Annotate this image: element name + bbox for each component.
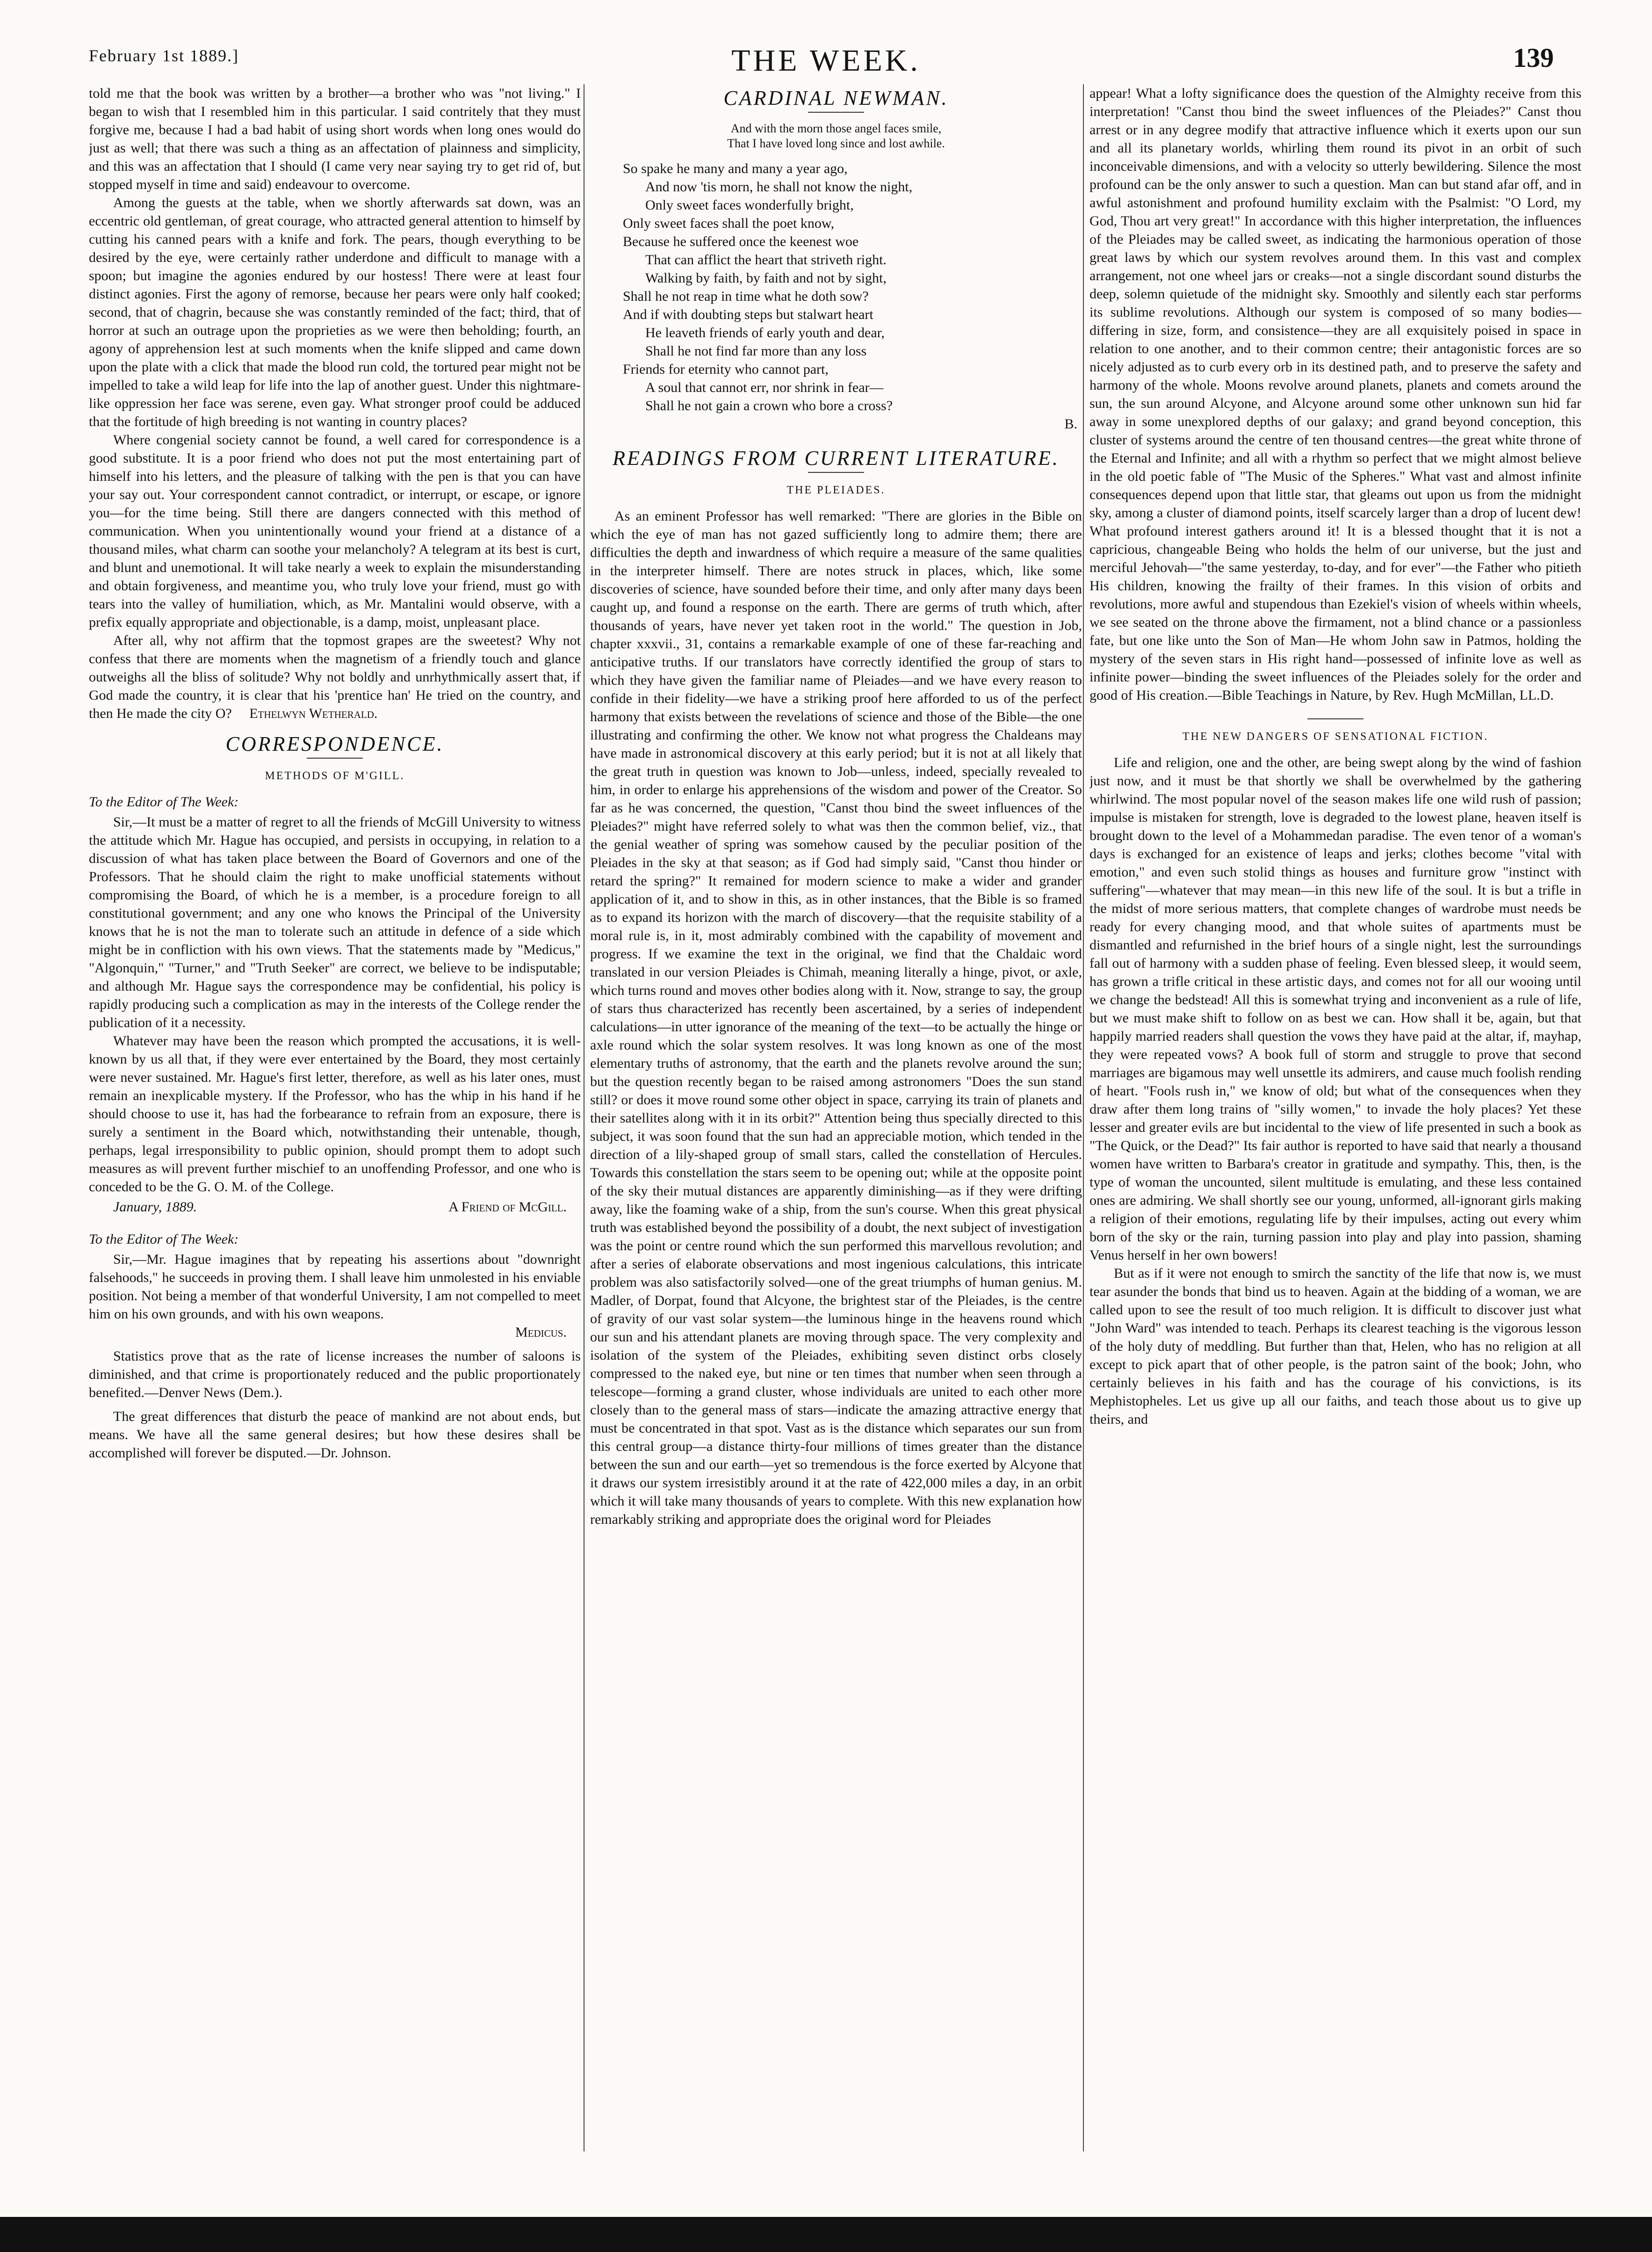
letter-paragraph: Sir,—Mr. Hague imagines that by repeating his assertions about "downright falsehoods," he succeeds in proving them. I shall leave him unmolested in his enviable position. Not being a member of that wonderful University, I am not compelled to meet him on his own grounds, and with his own weapons. [89,1252,581,1322]
article-paragraph: As an eminent Professor has well remarked: "There are glories in the Bible on which the eye of man has not gazed sufficiently long to admire them; there are difficulties the depth and inwardness of which require a measure of the same qualities in the interpreter himself. There are notes struck in places, which, like some discoveries of science, have sounded before their time, and only after many days been caught up, and found a response on the earth. There are germs of truth which, after thousands of years, have never yet taken root in the world." The question in Job, chapter xxxvii., 31, contains a remarkable example of one of these far-reaching and anticipative truths. If our translators have correctly identified the group of stars to which they have given the familiar name of Pleiades—and we have every reason to confide in their fidelity—we have a striking proof here afforded to us of the perfect harmony that exists between the revelations of science and those of the Bible—the one illustrating and confirming the other. We know not what progress the Chaldeans may have made in astronomical discovery at this early period; but it is not at all likely that the great truth in question was known to Job—unless, indeed, specially revealed to him, in order to enlarge his apprehensions of the wisdom and power of the Creator. So far as he was concerned, the question, "Canst thou bind the sweet influences of the Pleiades?" might have referred solely to what was then the common belief, viz., that the genial weather of spring was somehow caused by the peculiar position of the Pleiades in the sky at that season; as if God had simply said, "Canst thou hinder or retard the spring?" It remained for modern science to make a wider and grander application of it, and to show in this, as in other instances, that the Bible is so framed as to expand its horizon with the march of discovery—that the requisite stability of a moral rule is, in it, most admirably combined with the capability of movement and progress. If we examine the text in the original, we find that the Chaldaic word translated in our version Pleiades is Chimah, meaning literally a hinge, pivot, or axle, which turns round and moves other bodies along with it. Now, strange to say, the group of stars thus characterized has recently been ascertained, by a series of independent calculations—in utter ignorance of the meaning of the text—to be actually the hinge or axle round which the solar system resolves. It was long known as one of the most elementary truths of astronomy, that the earth and the planets revolve around the sun; but the question recently began to be raised among astronomers "Does the sun stand still? or does it move round some other object in space, carrying its train of planets and their satellites along with it in its orbit?" Attention being thus specially directed to this subject, it was soon found that the sun had an appreciable motion, which tended in the direction of a lily-shaped group of small stars, called the constellation of Hercules. Towards this constellation the stars seem to be opening out; while at the opposite point of the sky their mutual distances are apparently diminishing—as if they were drifting away, like the foaming wake of a ship, from the sun's course. When this great physical truth was established beyond the possibility of a doubt, the next subject of investigation was the point or centre round which the sun performed this marvellous revolution; and after a series of elaborate observations and most ingenious calculations, this intricate problem was also satisfactorily solved—one of the great triumphs of human genius. M. Madler, of Dorpat, found that Alcyone, the brightest star of the Pleiades, is the centre of gravity of our vast solar system—the luminous hinge in the heavens round which our sun and his attendant planets are moving through space. The very complexity and isolation of the system of the Pleiades, exhibiting seven distinct orbs closely compressed to the naked eye, but nine or ten times that number when seen through a telescope—forming a grand cluster, whose individuals are united to each other more closely than to the general mass of stars—indicate the amazing attractive energy that must be concentrated in that spot. Vast as is the distance which separates our sun from this central group—a distance thirty-four millions of times greater than the distance between the sun and our earth—yet so tremendous is the force exerted by Alcyone that it draws our system irresistibly around it at the rate of 422,000 miles a day, in an orbit which it will take many thousands of years to complete. With this new explanation how remarkably striking and appropriate does the original word for Pleiades [590,508,1082,1527]
column-divider [1083,84,1084,2151]
article-paragraph: Life and religion, one and the other, are being swept along by the wind of fashion just now, and it must be that shortly we shall be overwhelmed by the gathering whirlwind. The most popular novel of the season makes life one wild rush of passion; impulse is mistaken for strength, love is degraded to the lowest plane, heaven itself is brought down to the level of a Mohammedan paradise. The even tenor of a woman's days is exchanged for an existence of leaps and jerks; clothes become "vital with emotion," and even such stolid things as houses and furniture grow "instinct with suffering"—whatever that may mean—in this new life of the soul. It is but a trifle in the midst of more serious matters, that complete changes of wardrobe must needs be ready for every changing mood, and that whole suites of apartments must be dismantled and refurnished in the brief hours of a single night, lest the surroundings fall out of harmony with a sudden phase of feeling. Even blessed sleep, it would seem, has grown a trifle critical in these artistic days, and comes not for all our wooing until we change the bedstead! All this is somewhat trying and inconvenient as a rule of life, but we must make shift to follow on as best we can. How shall it be, again, but that happily married readers shall question the vows they have paid at the altar, if, mayhap, they were repeated vows? A book full of storm and struggle to prove that second marriages are bigamous may well unsettle its admirers, and cause much foolish rending of heart. "Fools rush in," we know of old; but what of the consequences when they draw after them long trains of "silly women," to invade the holy places? Yet these lesser and greater evils are but incidental to the view of life presented in such a book as "The Quick, or the Dead?" Its fair author is reported to have said that nearly a thousand women have written to Barbara's creator in gratitude and sympathy. This, then, is the type of woman the uncounted, silent multitude is emulating, and these less contained ones are admiring. We shall shortly see our young, unformed, all-ignorant girls making a religion of their emotions, regulating life by their impulses, acting out every whim born of the sky or the rain, turning passion into play and play into passion, shaming Venus herself in her own bowers! [1089,755,1581,1263]
letter-title: METHODS OF M'GILL. [265,770,405,782]
article-paragraph [89,631,581,723]
poem-line: Friends for eternity who cannot part, [623,362,829,377]
letter-salutation: To the Editor of The Week: [89,794,239,810]
title-rule [808,112,864,113]
poem-line: Walking by faith, by faith and not by sight, [645,270,887,286]
article-paragraph: Where congenial society cannot be found, a well cared for correspondence is a good substitute. It is a poor friend who does not put the most entertaining part of himself into his letters, and the pleasure of talking with the pen is that you can have your say out. Your correspondent cannot contradict, or interrupt, or escape, or ignore you—for the time being. Still there are dangers connected with this method of communication. When you unintentionally wound your friend at a distance of a thousand miles, what charm can soothe your melancholy? A telegram at its best is curt, and blunt and unemotional. It will take nearly a week to explain the misunderstanding and obtain forgiveness, and meantime you, who truly love your friend, must go with tears into the valley of humiliation, which, as Mr. Mantalini would observe, with a prefix equally appropriate and objectionable, is a damp, moist, unpleasant place. [89,432,581,630]
poem-body [590,159,1082,415]
quotation-paragraph: The great differences that disturb the peace of mankind are not about ends, but means. We have all the same general desires; but how these desires shall be accomplished will forever be disputed.—Dr. Johnson. [89,1409,581,1461]
poem-line: Because he suffered once the keenest woe [623,234,859,249]
article-paragraph-text: After all, why not affirm that the topmost grapes are the sweetest? Why not confess that there are moments when the magnetism of a friendly touch and glance outweighs all the bliss of solitude? Why not boldly and unrhythmically assert that, if God made the country, it is clear that his 'prentice han' He tried on the country, and then He made the city O? [89,633,581,721]
article-paragraph: Among the guests at the table, when we shortly afterwards sat down, was an eccentric old gentleman, of great courage, who attracted general attention to himself by cutting his canned pears with a knife and fork. The pears, though everything to be desired by the eye, were certainly rather underdone and difficult to manage with a spoon; but imagine the agonies endured by our hostess! There were at least four distinct agonies. First the agony of remorse, because her pears were only half cooked; second, that of chagrin, because she was constantly reminded of the fact; third, that of horror at such an outrage upon the proprieties as we were then beholding; fourth, an agony of apprehension lest at such moments when the knife slipped and came down upon the plate with a click that made the blood run cold, the tortured pear might not be impelled to take a wild leap for life into the lap of another guest. Under this nightmare-like oppression her face was serene, even gay. What stronger proof could be adduced that the fortitude of high breeding is not wanting in country places? [89,195,581,429]
poem-line: Shall he not find far more than any loss [645,343,867,359]
poem-line: A soul that cannot err, nor shrink in fear— [645,380,884,395]
poem-line: Shall he not reap in time what he doth sow? [623,289,869,304]
poem-line: Only sweet faces wonderfully bright, [645,197,854,213]
column-right [1089,84,1581,2170]
section-title-correspondence: CORRESPONDENCE. [225,732,444,755]
masthead-title: THE WEEK. [731,43,921,78]
poem-line: He leaveth friends of early youth and dear, [645,325,885,340]
poem-line: So spake he many and many a year ago, [623,161,848,176]
letter-paragraph: Sir,—It must be a matter of regret to all the friends of McGill University to witness the attitude which Mr. Hague has occupied, and persists in occupying, in relation to a discussion of what has taken place between the Board of Governors and one of the Professors. That he should claim the right to make unofficial statements without compromising the Board, of which he is a member, is a procedure foreign to all constitutional government; and any one who knows the Principal of the University knows that he is not the man to tolerate such an attitude in defence of a side which might be in confliction with his own views. That the statements made by "Medicus," "Algonquin," "Turner," and "Truth Seeker" are correct, we believe to be indisputable; and although Mr. Hague says the correspondence may be confidential, his policy is rapidly producing such a complication as may in the interests of the College render the publication of it a necessity. [89,814,581,1030]
letter-footer [89,1198,581,1216]
poem-line: That can afflict the heart that striveth right. [645,252,887,268]
article-title: THE NEW DANGERS OF SENSATIONAL FICTION. [1182,731,1489,743]
poem-line: And now 'tis morn, he shall not know the night, [645,179,913,195]
title-rule [808,472,864,473]
issue-date: February 1st 1889.] [89,46,239,65]
poem-line: Only sweet faces shall the poet know, [623,216,835,231]
letter-signature: Medicus. [515,1325,567,1340]
poem-epigraph [590,121,1082,151]
poem-line: And if with doubting steps but stalwart heart [623,307,873,322]
letter-salutation: To the Editor of The Week: [89,1231,239,1247]
epigraph-line: And with the morn those angel faces smile, [730,122,942,135]
page-header [0,0,1652,98]
column-middle [590,84,1082,2170]
article-paragraph: told me that the book was written by a brother—a brother who was "not living." I began to wish that I resembled him in this particular. I said contritely that they must forgive me, because I had a bad habit of using short words when long ones would do just as well; that there was such a thing as an affectation of plainness and simplicity, and this was an affectation that I should (I came very near saying try to get rid of, but stopped myself in time and said) endeavour to overcome. [89,86,581,192]
scan-binding-edge [0,2217,1652,2252]
author-signature: Ethelwyn Wetherald. [249,706,378,721]
article-separator-rule [1307,718,1363,719]
poem-line: Shall he not gain a crown who bore a cross? [645,398,893,413]
quotation-paragraph: Statistics prove that as the rate of license increases the number of saloons is diminished, and that crime is proportionately reduced and the public proportionately benefited.—Denver News (Dem.). [89,1348,581,1400]
title-rule [307,758,363,759]
column-left [89,84,581,2170]
page-number: 139 [1513,43,1554,73]
letter-date: January, 1889. [113,1199,197,1215]
article-title: THE PLEIADES. [786,484,886,496]
epigraph-line: That I have loved long since and lost awhile. [727,137,945,150]
article-paragraph: But as if it were not enough to smirch the sanctity of the life that now is, we must tear asunder the bonds that bind us to heaven. Again at the bidding of a woman, we are called upon to see the result of too much religion. It is difficult to discover just what "John Ward" was intended to teach. Perhaps its clearest teaching is the vigorous lesson of the holy duty of meddling. But further than that, Helen, who has no religion at all except to pick apart that of other people, is the patron saint of the book; John, who certainly believes in his faith and has the courage of his convictions, is its Mephistopheles. Let us give up all our faiths, and teach those about us to give up theirs, and [1089,1266,1581,1427]
section-title-readings: READINGS FROM CURRENT LITERATURE. [613,447,1060,470]
letter-paragraph: Whatever may have been the reason which prompted the accusations, it is well-known by us all that, if they were ever entertained by the Board, they most certainly were never sustained. Mr. Hague's first letter, therefore, as well as his later ones, must remain an inexplicable mystery. If the Professor, who has the whip in his hand if he should choose to use it, has had the forbearance to refrain from an exposure, there is surely a sentiment in the Board which, notwithstanding their untenable, though, perhaps, legal irresponsibility to public opinion, should prompt them to adopt such measures as will prevent further mischief to an unoffending Professor, and one who is conceded to be the G. O. M. of the College. [89,1033,581,1195]
letter-signature: A Friend of McGill. [448,1199,567,1215]
poem-signature: B. [1064,416,1077,432]
poem-title: CARDINAL NEWMAN. [723,87,949,109]
article-paragraph: appear! What a lofty significance does the question of the Almighty receive from this interpretation! "Canst thou bind the sweet influences of the Pleiades?" Canst thou arrest or in any degree modify that attractive influence which it exerts upon our sun and all its planetary worlds, whirling them round its pivot in an orbit of such inconceivable dimensions, and with a velocity so utterly bewildering. Silence the most profound can be the only answer to such a question. Man can but stand afar off, and in awful astonishment and profound humility exclaim with the Psalmist: "O Lord, my God, Thou art very great!" In accordance with this higher interpretation, the influences of the Pleiades may be called sweet, as indicating the harmonious operation of those great laws by which our system revolves around them. In this vast and complex arrangement, not one wheel jars or creaks—not a single discordant sound disturbs the deep, solemn quietude of the midnight sky. Smoothly and silently each star performs its sublime revolutions. Although our system is composed of so many bodies—differing in size, form, and consistence—they are all exquisitely poised in space in relation to one another, and to their common centre; their antagonistic forces are so nicely adjusted as to curb every orb in its destined path, and to preserve the safety and harmony of the whole. Moons revolve around planets, planets and comets around the sun, the sun around Alcyone, and Alcyone around some other unknown sun hid far away in some unexplored depths of our galaxy; and grand beyond conception, this cluster of systems around the centre of ten thousand centres—the great white throne of the Eternal and Infinite; and all with a rhythm so perfect that we might almost believe in the old poetic fable of "The Music of the Spheres." What vast and almost infinite consequences depend upon that little star, that gleams out upon us from the midnight sky, among a cluster of diamond points, itself scarcely larger than a drop of lucent dew! What profound interest gathers around it! It is a blessed thought that it is not a capricious, changeable Being who holds the helm of our universe, but the just and merciful Jehovah—"the same yesterday, to-day, and for ever"—the Father who pitieth His children, knowing the frailty of their frames. In this vision of orbits and revolutions, more awful and stupendous than Ezekiel's vision of wheels within wheels, we see seated on the throne above the firmament, not a blind chance or a passionless fate, but one like unto the Son of Man—He whom John saw in Patmos, holding the mystery of the seven stars in His right hand—possessed of infinite love as well as infinite power—binding the sweet influences of the Pleiades solely for the order and good of His creation.—Bible Teachings in Nature, by Rev. Hugh McMillan, LL.D. [1089,86,1581,703]
